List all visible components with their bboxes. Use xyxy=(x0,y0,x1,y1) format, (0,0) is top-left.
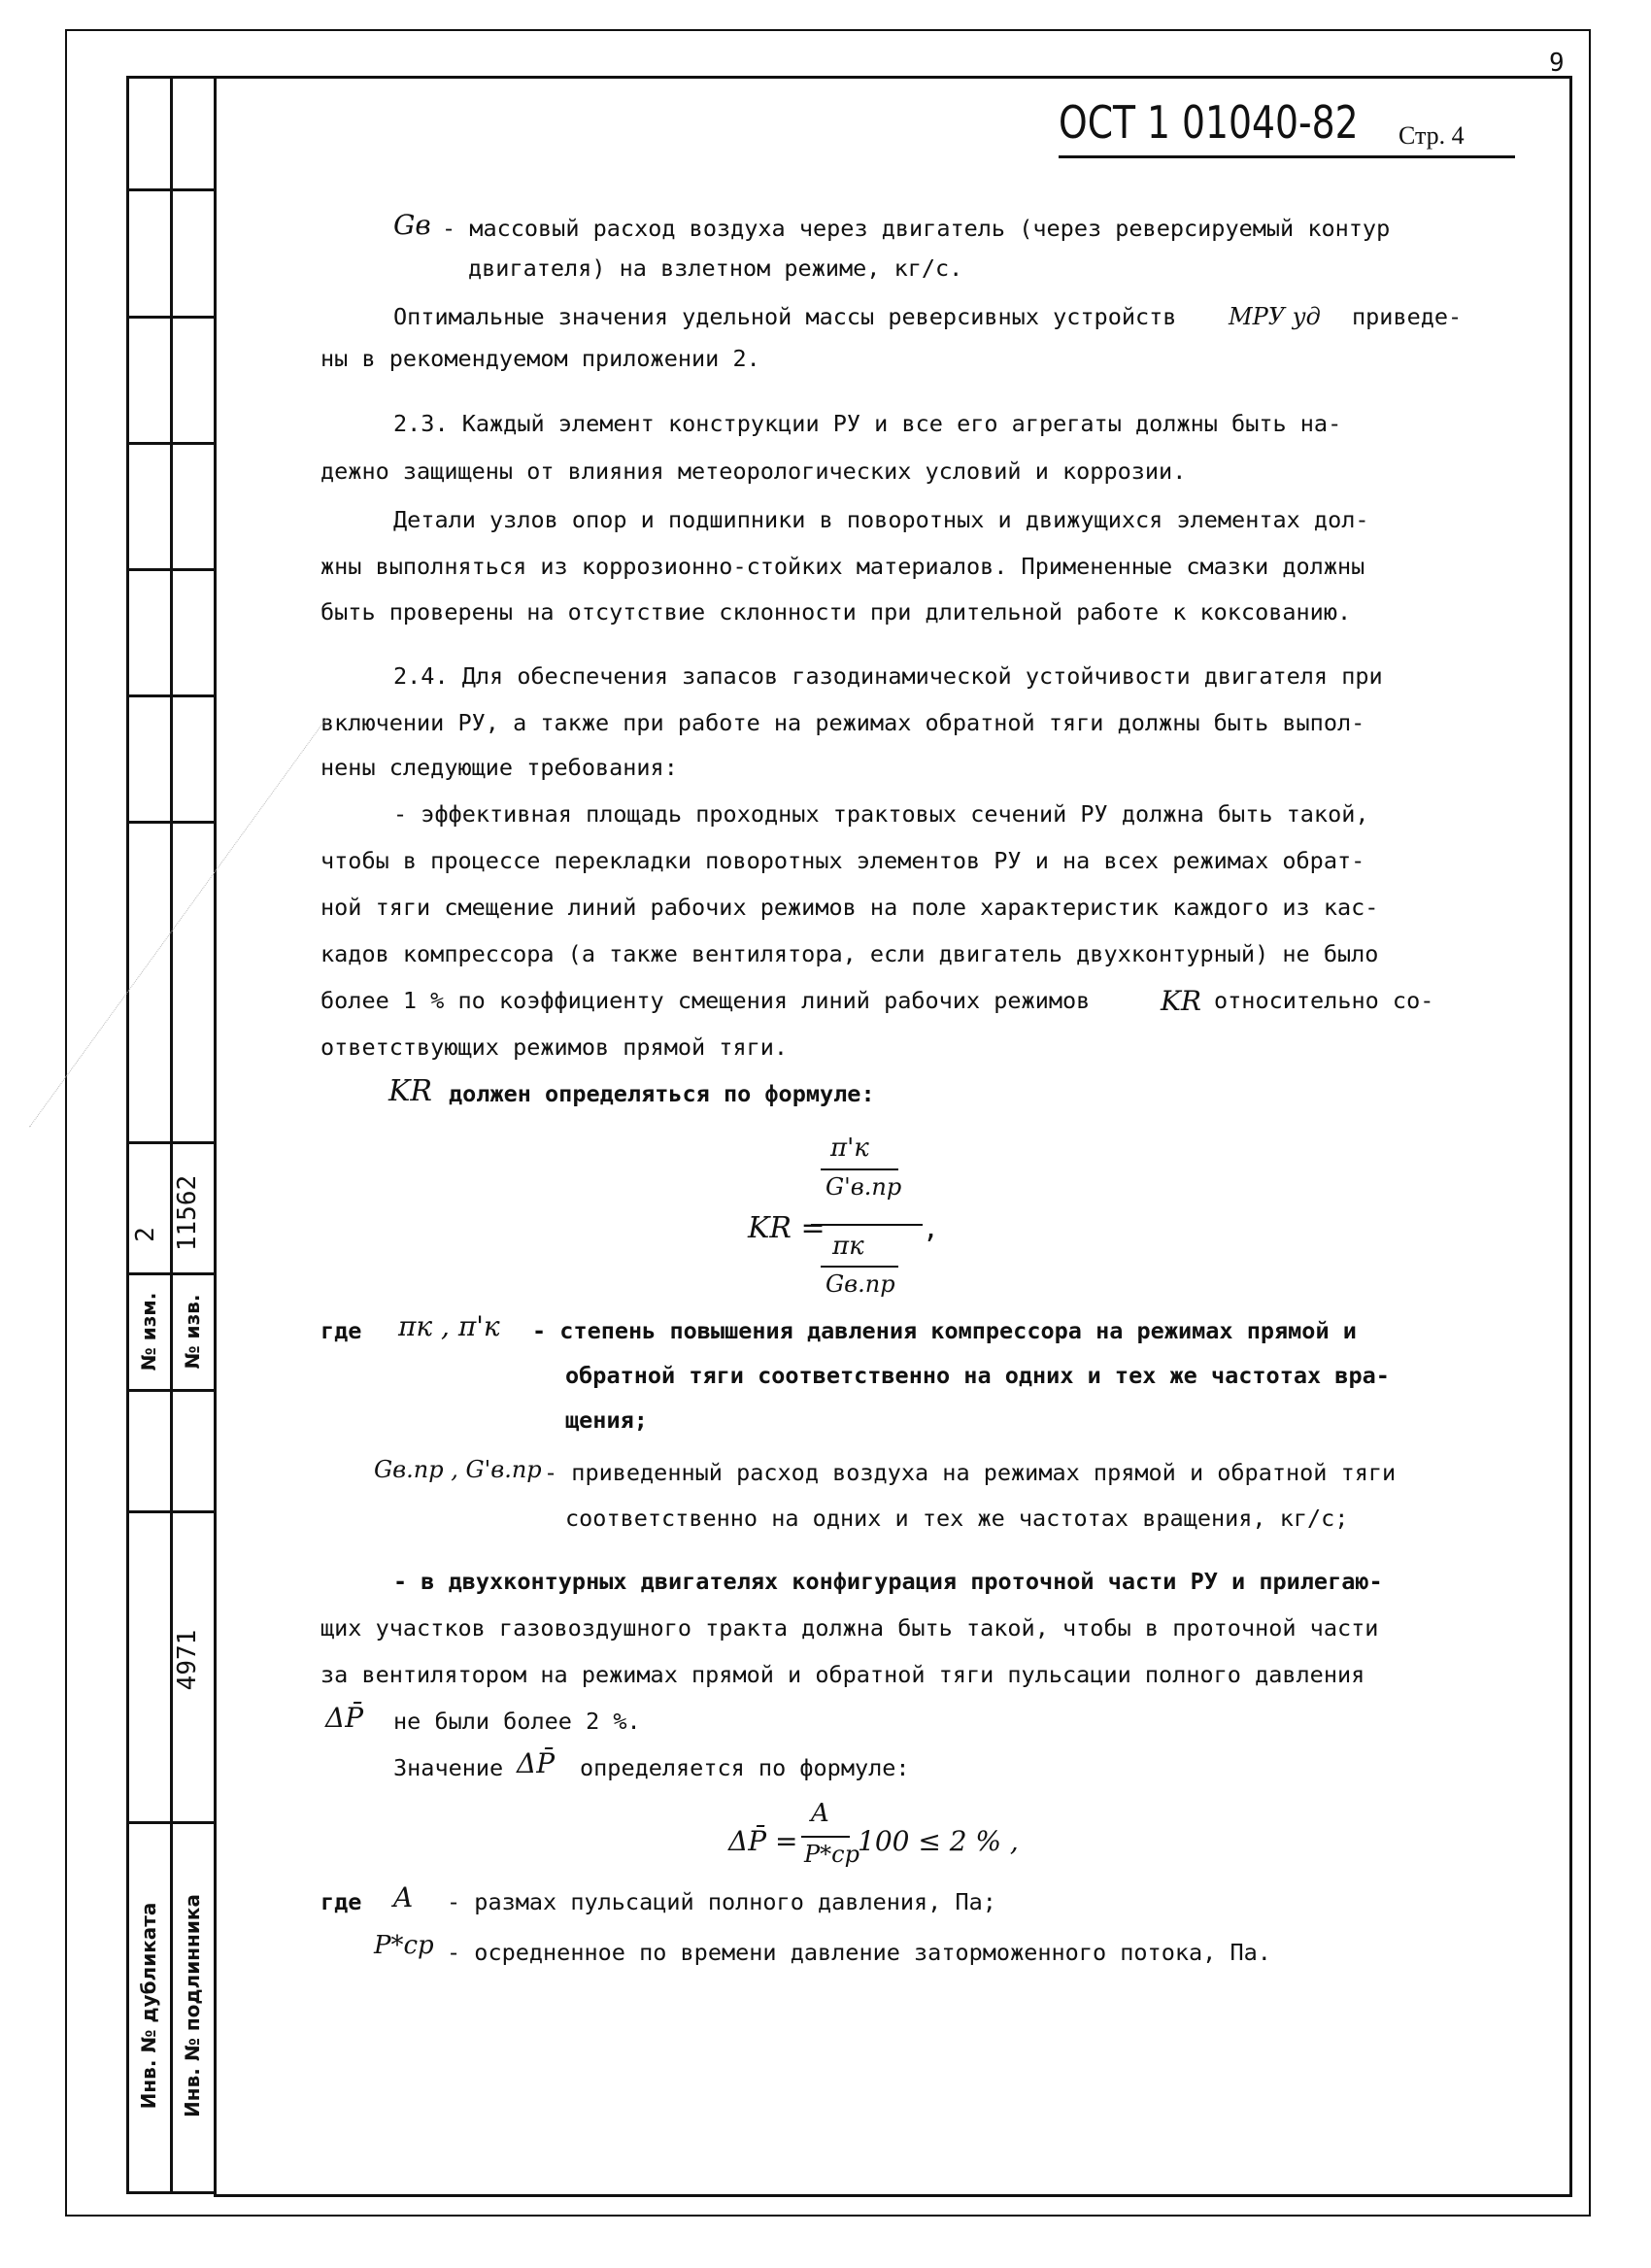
requirement-2-line3: за вентилятором на режимах прямой и обратной тяги пульсации полного давления xyxy=(320,1661,1365,1688)
delta-p-intro-a: Значение xyxy=(393,1754,504,1781)
kr-numerator-top: π'к xyxy=(830,1134,869,1163)
gv-symbol: Gв xyxy=(393,209,431,241)
pi-k-definition-line3: щения; xyxy=(565,1406,648,1434)
where-label-2: где xyxy=(320,1888,362,1915)
requirement-1-line1: - эффективная площадь проходных трактовых сечений РУ должна быть такой, xyxy=(393,800,1369,828)
requirement-1-line5b: относительно со- xyxy=(1214,987,1434,1014)
original-number: 4971 xyxy=(173,1629,202,1691)
section-2-4-line3: нены следующие требования: xyxy=(320,754,678,781)
kr-denominator-bottom: Gв.пр xyxy=(826,1270,895,1298)
p-sr-definition: - осредненное по времени давление заторможенного потока, Па. xyxy=(447,1939,1271,1966)
kr-formula-tail: , xyxy=(923,1212,939,1244)
kr-denominator-top: πк xyxy=(832,1232,864,1261)
pi-k-definition-line1: - степень повышения давления компрессора на режимах прямой и xyxy=(532,1317,1357,1344)
m-ru-ud-symbol: MРУ уд xyxy=(1229,303,1321,330)
original-inventory-label: Инв. № подлинника xyxy=(181,1894,204,2117)
kr-formula-lhs: KR = xyxy=(748,1211,826,1245)
document-code: ОСТ 1 01040-82 xyxy=(1059,96,1359,149)
a-symbol: A xyxy=(393,1881,414,1913)
requirement-1-line5a: более 1 % по коэффициенту смещения линий рабочих режимов xyxy=(320,987,1091,1014)
optimal-values-line1a: Оптимальные значения удельной массы реверсивных устройств xyxy=(393,303,1177,330)
requirement-2-line1: - в двухконтурных двигателях конфигурация проточной части РУ и прилегаю- xyxy=(393,1568,1383,1595)
page-number: 9 xyxy=(1549,49,1565,78)
kr-inline-symbol: KR xyxy=(1161,985,1201,1017)
gv-definition-line2: двигателя) на взлетном режиме, кг/с. xyxy=(468,254,963,282)
optimal-values-line1b: приведе- xyxy=(1352,303,1463,330)
where-label-1: где xyxy=(320,1317,362,1344)
delta-p-numerator: A xyxy=(811,1799,829,1828)
g-vpr-definition-line2: соответственно на одних и тех же частотах вращения, кг/с; xyxy=(565,1505,1349,1532)
requirement-1-line4: кадов компрессора (а также вентилятора, если двигатель двухконтурный) не было xyxy=(320,940,1379,967)
kr-formula-intro: должен определяться по формуле: xyxy=(449,1080,875,1107)
page-label: Стр. 4 xyxy=(1398,121,1465,150)
requirement-2-line2: щих участков газовоздушного тракта должна быть такой, чтобы в проточной части xyxy=(320,1614,1379,1642)
bearings-line3: быть проверены на отсутствие склонности при длительной работе к коксованию. xyxy=(320,598,1352,626)
duplicate-inventory-label: Инв. № дубликата xyxy=(137,1902,160,2110)
section-2-4-line2: включении РУ, а также при работе на режимах обратной тяги должны быть выпол- xyxy=(320,709,1365,736)
delta-p-intro-b: определяется по формуле: xyxy=(580,1754,910,1781)
kr-main-fraction-bar xyxy=(811,1224,923,1226)
delta-p-inline-symbol: ΔP̄ xyxy=(325,1702,364,1734)
a-definition: - размах пульсаций полного давления, Па; xyxy=(447,1888,996,1915)
pi-k-symbols: πк , π'к xyxy=(398,1310,500,1342)
section-2-4-line1: 2.4. Для обеспечения запасов газодинамической устойчивости двигателя при xyxy=(393,662,1383,690)
pi-k-definition-line2: обратной тяги соответственно на одних и тех же частотах вра- xyxy=(565,1362,1390,1389)
bearings-line2: жны выполняться из коррозионно-стойких материалов. Примененные смазки должны xyxy=(320,553,1365,580)
delta-p-denominator: P*ср xyxy=(804,1841,859,1868)
requirement-1-line6: ответствующих режимов прямой тяги. xyxy=(320,1033,789,1061)
header-underline xyxy=(1059,155,1515,158)
inner-frame xyxy=(214,76,1572,2197)
section-2-3-line2: дежно защищены от влияния метеорологических условий и коррозии. xyxy=(320,457,1187,485)
delta-p-formula-tail: 100 ≤ 2 % , xyxy=(858,1825,1019,1857)
g-vpr-definition-line1: - приведенный расход воздуха на режимах прямой и обратной тяги xyxy=(544,1459,1397,1486)
requirement-1-line2: чтобы в процессе перекладки поворотных элементов РУ и на всех режимах обрат- xyxy=(320,847,1365,874)
kr-symbol: KR xyxy=(388,1074,432,1108)
gv-definition-line1: - массовый расход воздуха через двигатель (через реверсируемый контур xyxy=(442,215,1391,242)
izm-label: № изм. xyxy=(137,1292,160,1371)
kr-numerator-bottom: G'в.пр xyxy=(826,1173,902,1201)
delta-p-formula-lhs: ΔP̄ = xyxy=(728,1825,798,1857)
delta-p-intro-symbol: ΔP̄ xyxy=(517,1747,556,1779)
izv-label: № изв. xyxy=(181,1294,204,1370)
izv-value: 11562 xyxy=(173,1174,202,1252)
requirement-2-line4: не были более 2 %. xyxy=(393,1708,641,1735)
bearings-line1: Детали узлов опор и подшипники в поворотных и движущихся элементах дол- xyxy=(393,506,1369,533)
optimal-values-line2: ны в рекомендуемом приложении 2. xyxy=(320,345,760,372)
p-sr-symbol: P*ср xyxy=(374,1931,434,1960)
section-2-3-line1: 2.3. Каждый элемент конструкции РУ и все его агрегаты должны быть на- xyxy=(393,410,1342,437)
izm-value: 2 xyxy=(131,1227,160,1242)
requirement-1-line3: ной тяги смещение линий рабочих режимов на поле характеристик каждого из кас- xyxy=(320,894,1379,921)
g-vpr-symbols: Gв.пр , G'в.пр xyxy=(374,1456,542,1483)
